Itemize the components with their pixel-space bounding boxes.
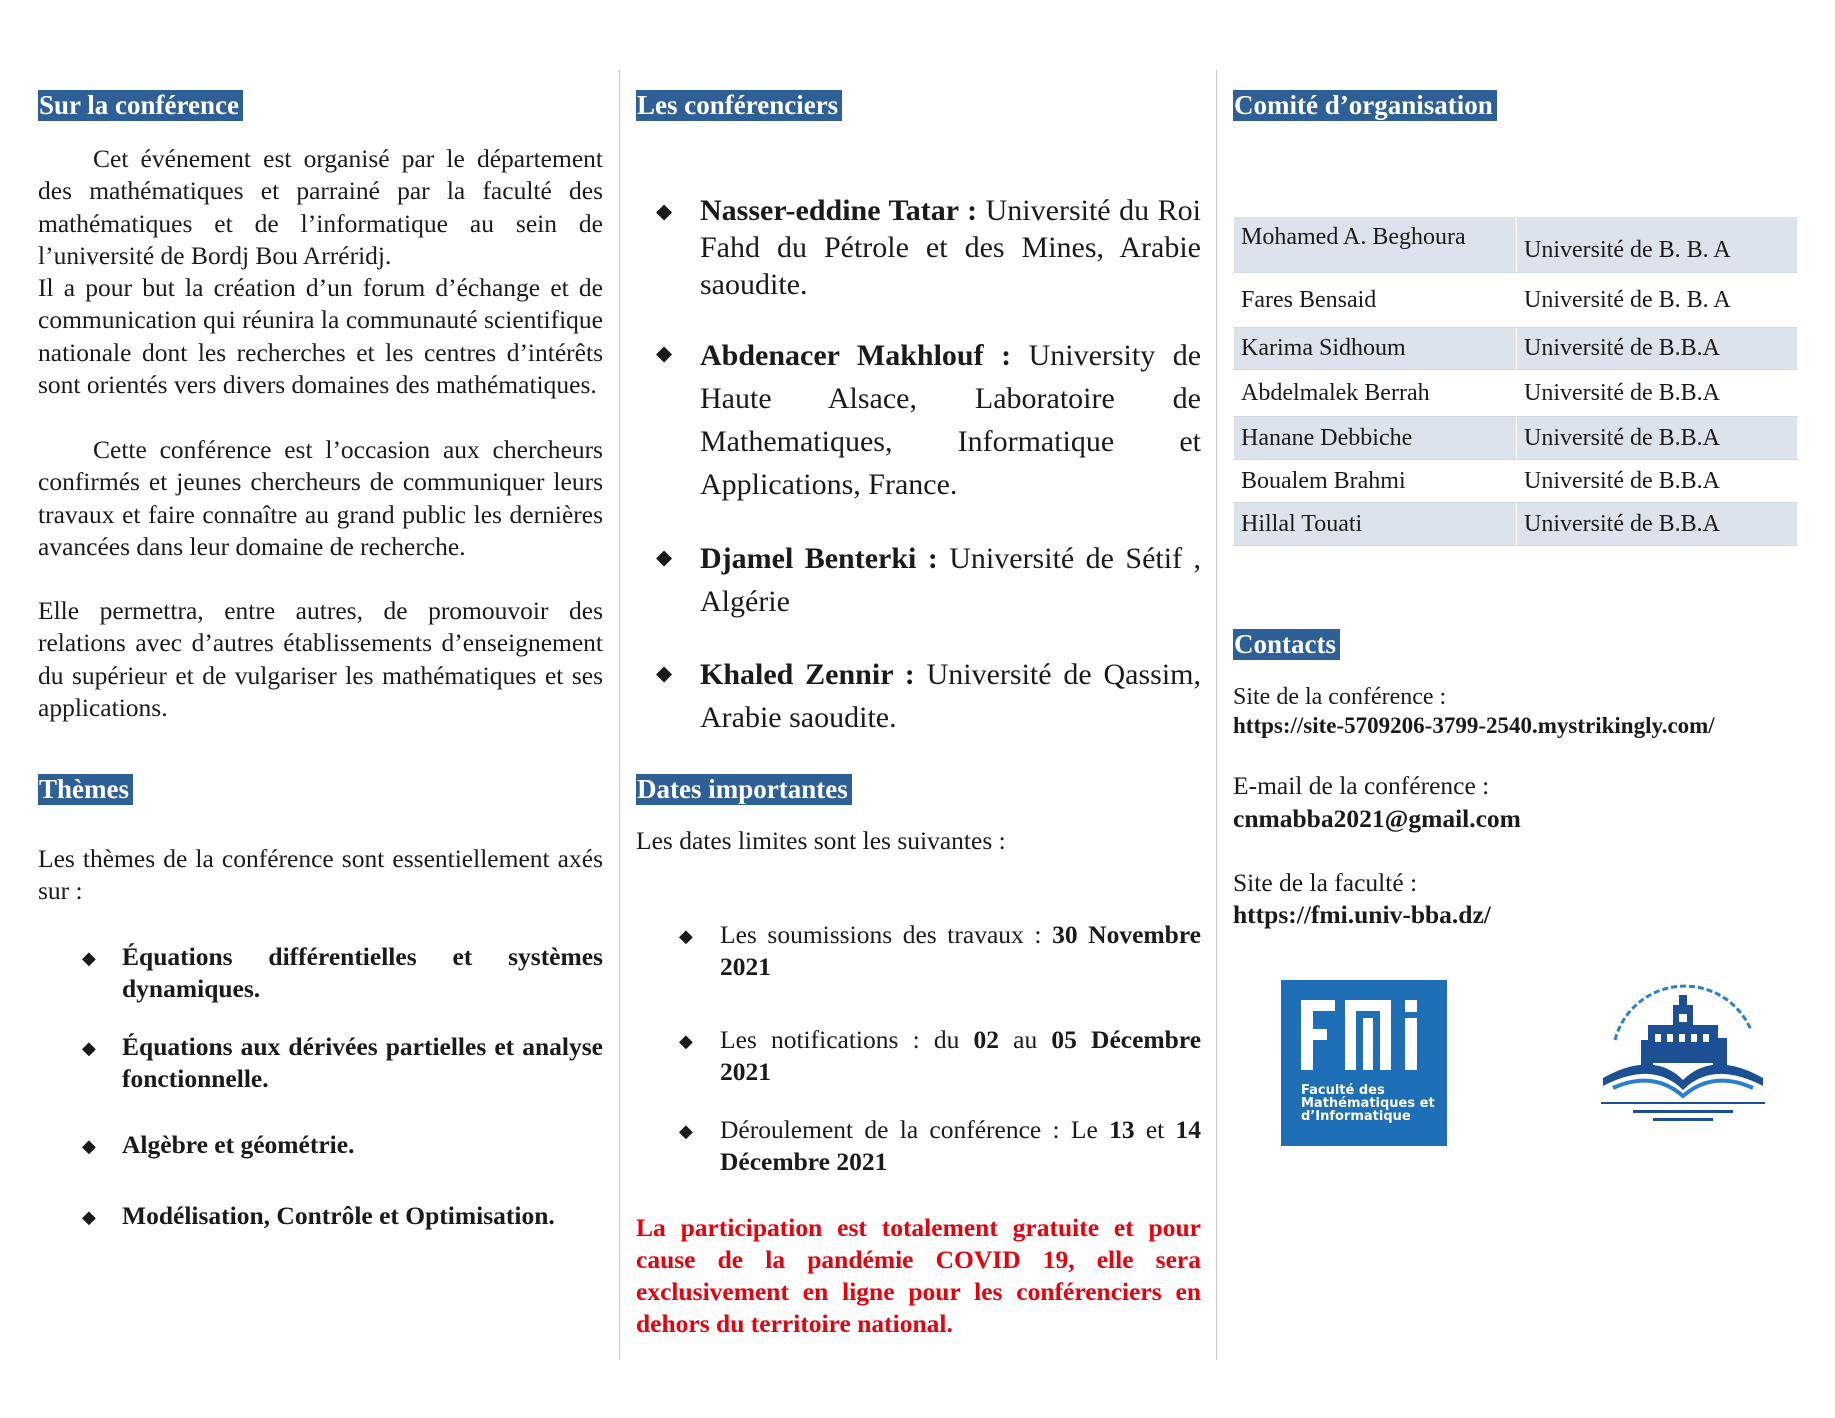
fmi-logo-icon — [1281, 980, 1447, 1146]
diamond-bullet-icon: ◆ — [656, 545, 673, 569]
conference-email-link[interactable]: cnmabba2021@gmail.com — [1233, 804, 1521, 833]
member-name: Abdelmalek Berrah — [1234, 370, 1517, 417]
speaker-item — [700, 334, 1201, 506]
about-paragraph-2: Il a pour but la création d’un forum d’échange et de communication qui réunira la communauté scientifique nationale dont les recherches et les centres d’intérêts sont orientés vers divers domaines des mathématiques. — [38, 273, 603, 399]
dates-intro: Les dates limites sont les suivantes : — [636, 826, 1006, 855]
about-paragraph-4: Elle permettra, entre autres, de promouvoir des relations avec d’autres établissements d’enseignement du supérieur et de vulgariser les mathématiques et ses applications. — [38, 596, 603, 722]
themes-heading: Thèmes — [38, 774, 133, 805]
speaker-affiliation: Université de Sétif , Algérie — [700, 542, 1201, 618]
date-item-conference: Déroulement de la conférence : Le 13 et 14 Décembre 2021 — [720, 1115, 1202, 1176]
theme-item: Équations différentielles et systèmes dynamiques. — [122, 942, 603, 1003]
speaker-affiliation: Université de Qassim, Arabie saoudite. — [700, 658, 1201, 734]
diamond-bullet-icon: ◆ — [656, 341, 673, 365]
conference-site-link[interactable]: https://site-5709206-3799-2540.mystrikingly.com/ — [1233, 713, 1715, 738]
email-label: E-mail de la conférence : — [1233, 771, 1490, 800]
member-university: Université de B.B.A — [1517, 503, 1798, 546]
table-row — [1234, 503, 1798, 546]
member-university: Université de B.B.A — [1517, 460, 1798, 503]
site-label: Site de la conférence : — [1233, 684, 1447, 710]
date-item-notifications: Les notifications : du 02 au 05 Décembre 2021 — [720, 1025, 1202, 1086]
table-row — [1234, 460, 1798, 503]
column-divider — [619, 70, 620, 1360]
dates-heading: Dates importantes — [636, 774, 852, 805]
table-row — [1234, 328, 1798, 370]
speakers-heading: Les conférenciers — [636, 90, 842, 121]
speaker-item — [700, 192, 1201, 303]
faculty-site-link[interactable]: https://fmi.univ-bba.dz/ — [1233, 900, 1491, 929]
table-row — [1234, 417, 1798, 460]
table-row — [1234, 273, 1798, 328]
speaker-item — [700, 653, 1201, 739]
member-name: Boualem Brahmi — [1234, 460, 1517, 503]
diamond-bullet-icon: ◆ — [82, 1038, 96, 1058]
speaker-name: Khaled Zennir : — [700, 658, 915, 691]
diamond-bullet-icon: ◆ — [82, 1207, 96, 1227]
column-speakers — [636, 70, 1201, 1358]
faculty-label: Site de la faculté : — [1233, 868, 1418, 897]
diamond-bullet-icon: ◆ — [679, 1031, 693, 1051]
date-item-submissions: Les soumissions des travaux : 30 Novembre 2021 — [720, 920, 1201, 981]
speaker-item — [700, 537, 1201, 623]
member-name: Hanane Debbiche — [1234, 417, 1517, 460]
table-row — [1234, 370, 1798, 417]
about-paragraph-1: Cet événement est organisé par le département des mathématiques et parrainé par la faculté des mathématiques et de l’informatique au sein de l’université de Bordj Bou Arréridj. — [38, 144, 603, 270]
fmi-logo-line-3: d’Informatique — [1301, 1109, 1411, 1124]
member-university: Université de B. B. A — [1517, 273, 1798, 328]
member-university: Université de B.B.A — [1517, 328, 1798, 370]
themes-intro: Les thèmes de la conférence sont essentiellement axés sur : — [38, 844, 603, 906]
diamond-bullet-icon: ◆ — [82, 948, 96, 968]
speaker-affiliation: University de Haute Alsace, Laboratoire de Mathematiques, Informatique et Applications, France. — [700, 339, 1202, 501]
member-name: Mohamed A. Beghoura — [1234, 217, 1517, 273]
fmi-letters-icon — [1301, 1000, 1429, 1070]
theme-item: Algèbre et géométrie. — [122, 1130, 355, 1159]
about-paragraph-3: Cette conférence est l’occasion aux chercheurs confirmés et jeunes chercheurs de communiquer leurs travaux et faire connaître au grand public les dernières avancées dans leur domaine de recherche. — [38, 435, 603, 561]
member-university: Université de B.B.A — [1517, 417, 1798, 460]
column-about — [38, 70, 603, 1358]
column-divider — [1216, 70, 1217, 1360]
member-name: Fares Bensaid — [1234, 273, 1517, 328]
diamond-bullet-icon: ◆ — [82, 1136, 96, 1156]
member-university: Université de B.B.A — [1517, 370, 1798, 417]
table-row — [1234, 217, 1798, 273]
contacts-heading: Contacts — [1233, 629, 1340, 660]
speaker-affiliation: Université du Roi Fahd du Pétrole et des Mines, Arabie saoudite. — [700, 194, 1202, 301]
member-name: Karima Sidhoum — [1234, 328, 1517, 370]
diamond-bullet-icon: ◆ — [656, 199, 673, 223]
member-university: Université de B. B. A — [1517, 217, 1798, 273]
diamond-bullet-icon: ◆ — [679, 1121, 693, 1141]
speaker-name: Nasser-eddine Tatar : — [700, 194, 978, 227]
diamond-bullet-icon: ◆ — [656, 661, 673, 685]
diamond-bullet-icon: ◆ — [679, 926, 693, 946]
participation-notice: La participation est totalement gratuite et pour cause de la pandémie COVID 19, elle sera exclusivement en ligne pour les conférenciers en dehors du territoire national. — [636, 1213, 1201, 1338]
column-committee — [1233, 70, 1798, 1358]
committee-heading: Comité d’organisation — [1233, 90, 1497, 121]
member-name: Hillal Touati — [1234, 503, 1517, 546]
fmi-logo-line-1: Faculté des — [1301, 1083, 1385, 1098]
speaker-name: Djamel Benterki : — [700, 542, 938, 575]
university-seal-icon — [1593, 970, 1773, 1130]
speaker-name: Abdenacer Makhlouf : — [700, 339, 1012, 372]
about-heading: Sur la conférence — [38, 90, 243, 121]
committee-table — [1233, 216, 1798, 546]
theme-item: Modélisation, Contrôle et Optimisation. — [122, 1201, 555, 1230]
theme-item: Équations aux dérivées partielles et analyse fonctionnelle. — [122, 1032, 603, 1093]
fmi-logo-line-2: Mathématiques et — [1301, 1096, 1435, 1111]
